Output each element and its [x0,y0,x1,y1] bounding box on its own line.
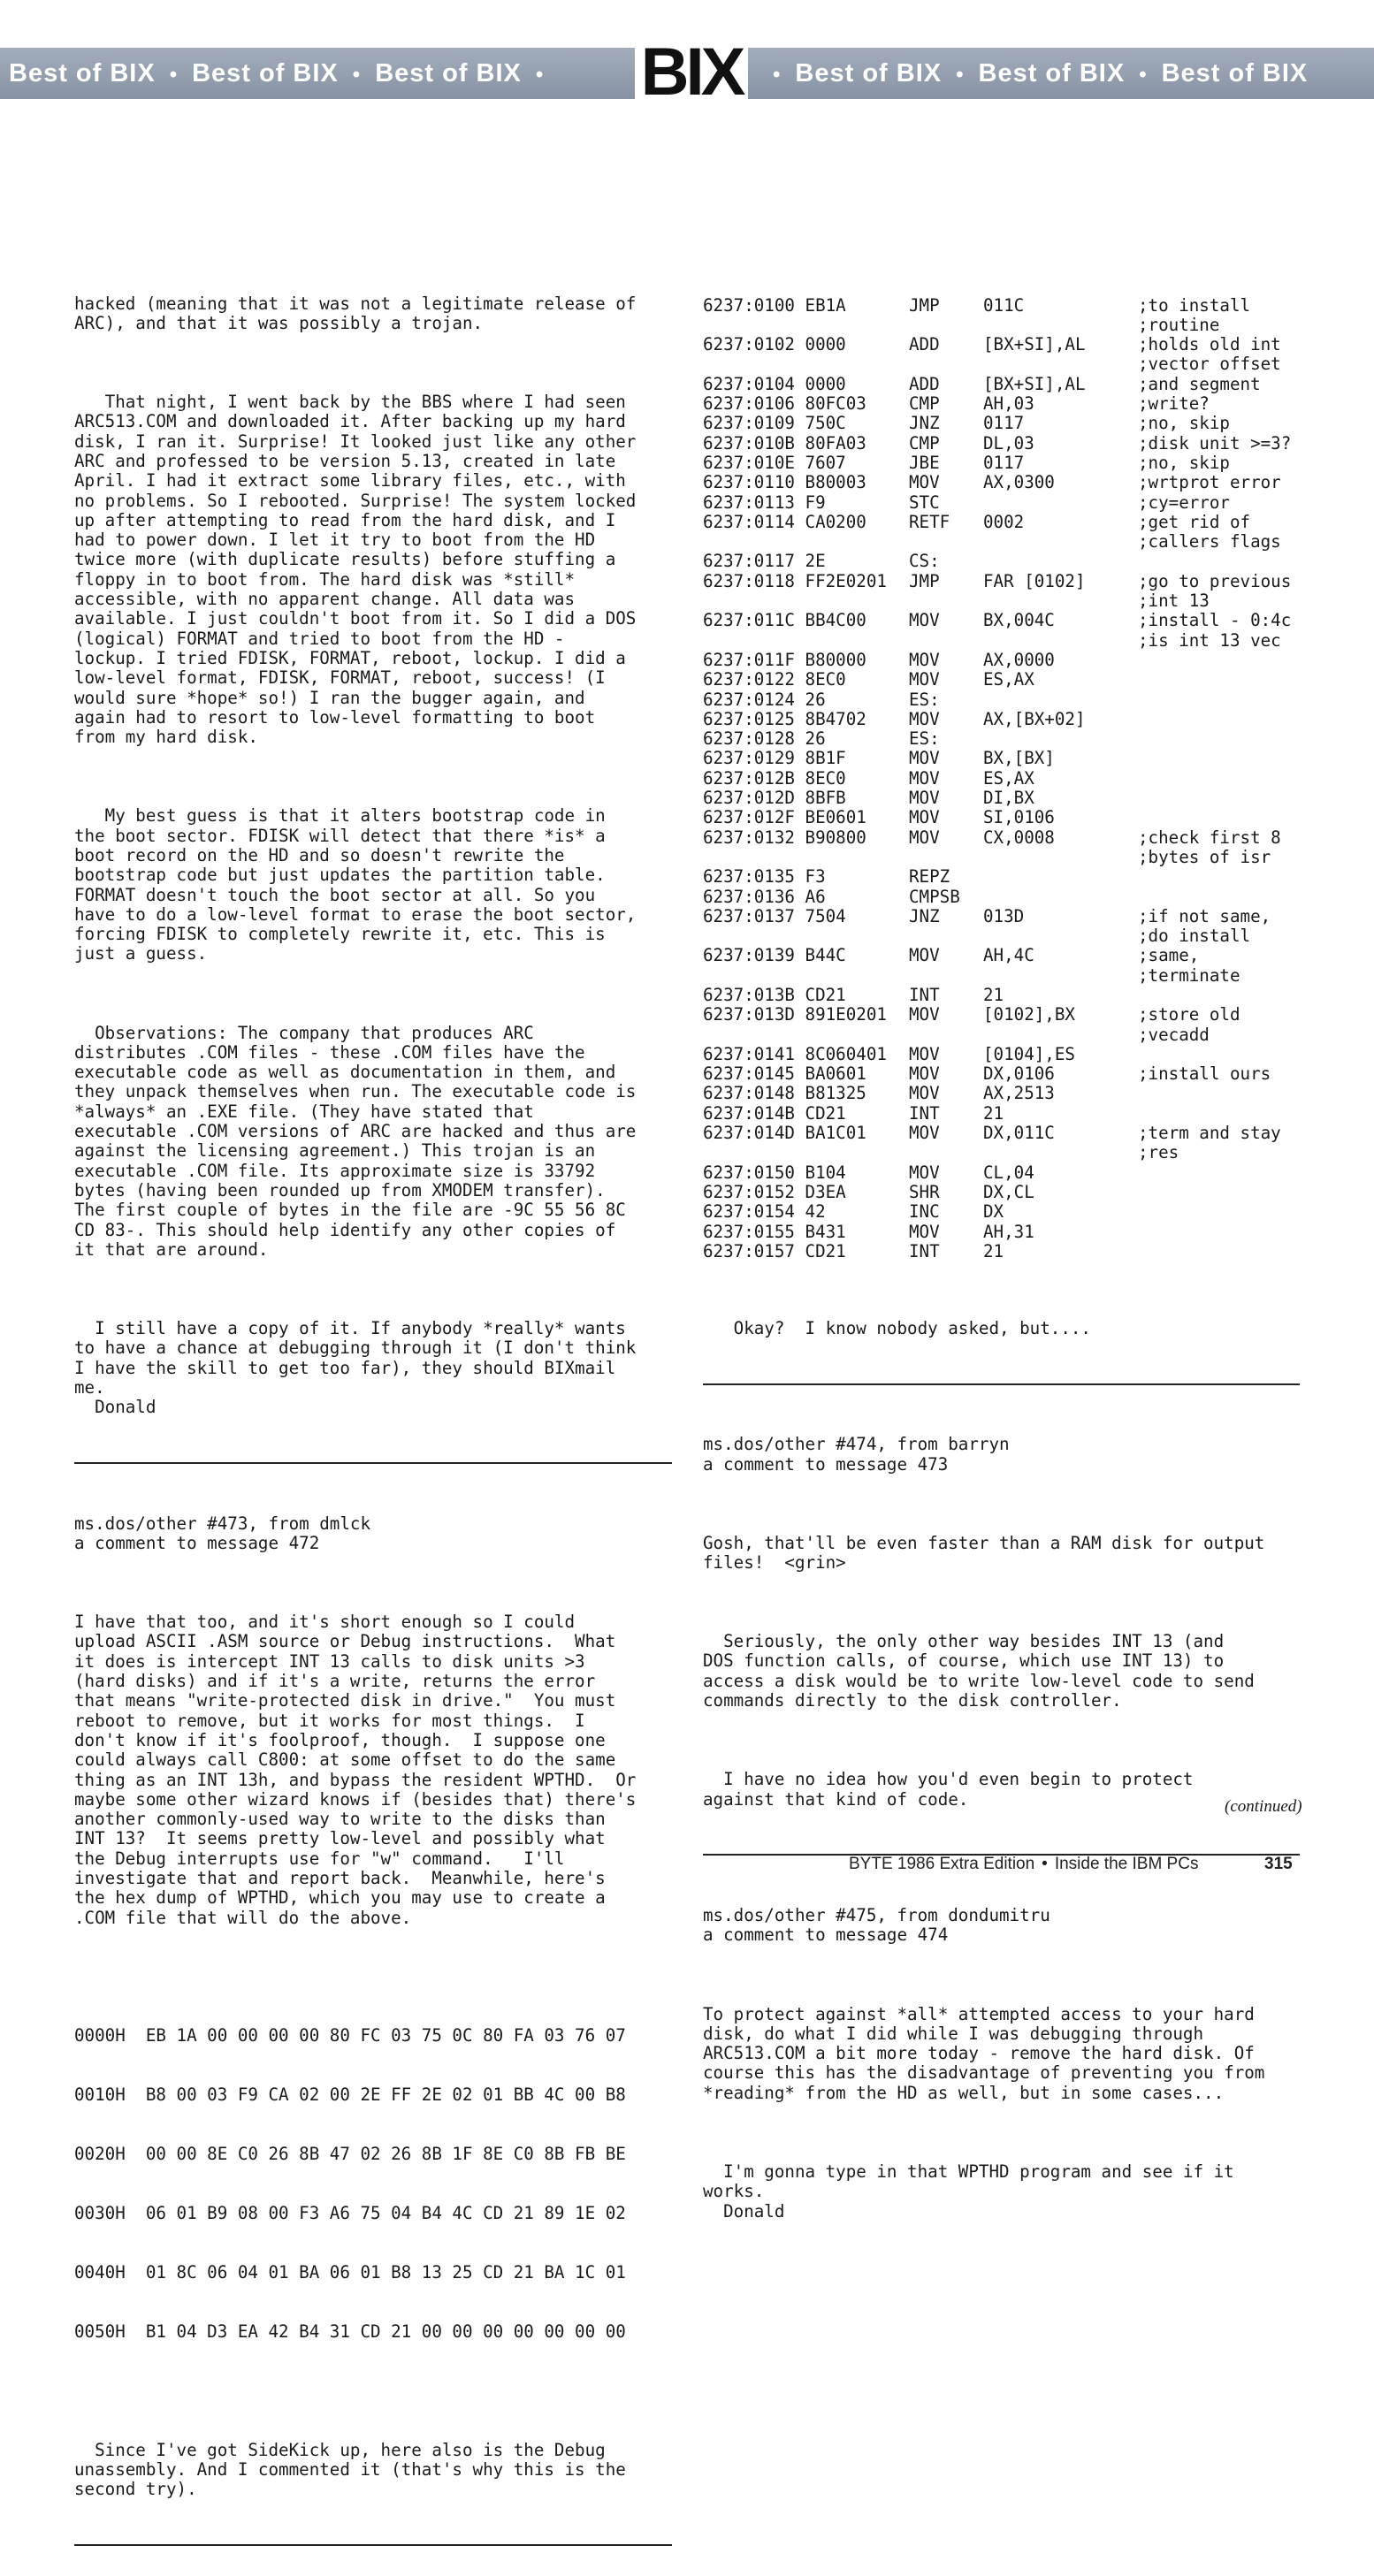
asm-address: 6237:0135 F3 [703,866,826,888]
asm-line [703,749,1304,768]
hex-dump-row: 0000H EB 1A 00 00 00 00 80 FC 03 75 0C 80 FA 03 76 07 [74,2025,626,2046]
asm-opcode: MOV [909,1162,940,1183]
asm-comment: ;if not same, ;do install [1138,905,1271,947]
asm-address: 6237:0141 8C060401 [703,1043,887,1064]
asm-opcode: STC [909,492,940,513]
asm-opcode: ES: [909,728,940,750]
asm-line [703,414,1304,433]
asm-opcode: MOV [909,945,940,966]
hex-dump [74,1987,672,2382]
asm-opcode: RETF [909,511,950,532]
asm-operand: 21 [983,1240,1004,1261]
asm-operand: DX,0106 [983,1063,1055,1085]
asm-opcode: MOV [909,669,940,690]
asm-address: 6237:0104 0000 [703,373,846,394]
asm-operand: 011C [983,294,1025,316]
asm-opcode: MOV [909,788,940,809]
asm-operand: ES,AX [983,669,1034,690]
asm-address: 6237:0132 B90800 [703,827,866,848]
asm-line [703,789,1304,808]
asm-address: 6237:0125 8B4702 [703,708,866,729]
asm-line [703,296,1304,336]
asm-line [703,1183,1304,1202]
asm-opcode: CS: [909,551,940,572]
asm-operand: AH,03 [983,393,1034,415]
asm-comment: ;install ours [1138,1063,1271,1085]
asm-address: 6237:011C BB4C00 [703,610,866,631]
asm-operand: DX,011C [983,1123,1055,1144]
paragraph: I'm gonna type in that WPTHD program and see if it works. Donald [703,2161,1234,2222]
asm-line [703,1223,1304,1242]
asm-opcode: INT [909,984,940,1005]
asm-line [703,394,1304,414]
asm-line [703,729,1304,749]
asm-line [703,434,1304,453]
asm-comment: ;wrtprot error [1138,472,1281,493]
asm-comment: ;store old ;vecadd [1138,1004,1240,1045]
banner-bullet: • [1139,63,1148,87]
publication-name: BYTE 1986 Extra Edition [849,1855,1035,1873]
asm-line [703,651,1304,670]
banner-text: Best of BIX [978,59,1126,88]
best-of-bix-banner [0,34,1374,110]
asm-opcode: INT [909,1102,940,1124]
asm-address: 6237:0118 FF2E0201 [703,570,887,591]
asm-opcode: ES: [909,689,940,710]
asm-opcode: MOV [909,1221,940,1242]
asm-operand: DL,03 [983,432,1034,453]
asm-address: 6237:0157 CD21 [703,1240,846,1261]
asm-operand: AH,31 [983,1221,1034,1242]
asm-opcode: ADD [909,373,940,394]
asm-line [703,946,1304,986]
asm-comment: ;term and stay ;res [1138,1123,1281,1163]
asm-address: 6237:010B 80FA03 [703,432,866,453]
paragraph: Since I've got SideKick up, here also is the Debug unassembly. And I commented it (that's why this is the second try). [74,2439,626,2500]
asm-address: 6237:0155 B431 [703,1221,846,1242]
message-header: ms.dos/other #473, from dmlck a comment to message 472 [74,1513,371,1553]
banner-bullet: • [169,63,179,87]
asm-line [703,907,1304,947]
asm-address: 6237:0139 B44C [703,945,846,966]
asm-line [703,572,1304,612]
asm-line [703,1005,1304,1045]
asm-operand: CX,0008 [983,827,1055,848]
asm-opcode: INT [909,1240,940,1261]
asm-address: 6237:0129 8B1F [703,748,846,769]
asm-opcode: MOV [909,472,940,493]
asm-comment: ;check first 8 ;bytes of isr [1138,827,1281,867]
asm-line [703,1202,1304,1222]
asm-opcode: MOV [909,1004,940,1025]
asm-opcode: MOV [909,767,940,789]
asm-address: 6237:0150 B104 [703,1162,846,1183]
asm-address: 6237:014B CD21 [703,1102,846,1124]
asm-operand: 0117 [983,452,1025,473]
message-divider [703,1383,1300,1385]
asm-address: 6237:013B CD21 [703,984,846,1005]
asm-line [703,828,1304,868]
asm-comment: ;holds old int ;vector offset [1138,334,1281,375]
asm-opcode: CMP [909,432,940,453]
hex-dump-row: 0020H 00 00 8E C0 26 8B 47 02 26 8B 1F 8E C0 8B FB BE [74,2144,626,2165]
asm-line [703,1104,1304,1124]
paragraph: That night, I went back by the BBS where I had seen ARC513.COM and downloaded it. After backing up my hard disk, I ran it. Surprise! It looked just like any other ARC and professed to be version 5.13, created in late April. I had it extract some library files, etc., with no problems. So I rebooted. Surprise! The system locked up after attempting to read from the hard disk, and I had to power down. I let it try to boot from the HD twice more (with duplicate results) before stuffing a floppy in to boot from. The hard disk was *still* accessible, with no apparent change. All data was available. I just couldn't boot from it. So I did a DOS (logical) FORMAT and tried to boot from the HD - lockup. I tried FDISK, FORMAT, reboot, lockup. I did a low-level format, FDISK, FORMAT, reboot, success! (I would sure *hope* so!) I ran the bugger again, and again had to resort to low-level formatting to boot from my hard disk. [74,392,637,748]
paragraph: Seriously, the only other way besides INT 13 (and DOS function calls, of course, which use INT 13) to access a disk would be to write low-level code to send commands directly to the disk controller. [703,1631,1255,1711]
asm-comment: ;install - 0:4c ;is int 13 vec [1138,610,1292,651]
asm-line [703,690,1304,710]
asm-opcode: JMP [909,294,940,316]
asm-line [703,710,1304,729]
asm-operand: 013D [983,905,1025,926]
paragraph: Observations: The company that produces ARC distributes .COM files - these .COM files have the executable code as well as documentation in them, and they unpack themselves when run. The executable code is *always* an .EXE file. (They have stated that executable .COM versions of ARC are hacked and thus are against the licensing agreement.) This trojan is an executable .COM file. Its approximate size is 33792 bytes (having been rounded up from XMODEM transfer). The first couple of bytes in the file are -9C 55 56 8C CD 83-. This should help identify any other copies of it that are around. [74,1022,637,1260]
asm-operand: CL,04 [983,1162,1034,1183]
asm-opcode: JNZ [909,413,940,434]
asm-comment: ;write? [1138,393,1210,415]
asm-opcode: INC [909,1201,940,1223]
asm-address: 6237:011F B80000 [703,649,866,670]
asm-line [703,611,1304,651]
asm-address: 6237:0122 8EC0 [703,669,846,690]
asm-line [703,473,1304,492]
banner-text: Best of BIX [9,59,156,88]
asm-line [703,1163,1304,1183]
hex-dump-row: 0040H 01 8C 06 04 01 BA 06 01 B8 13 25 CD 21 BA 1C 01 [74,2261,626,2283]
asm-address: 6237:0100 EB1A [703,294,846,316]
asm-operand: AX,0300 [983,472,1055,493]
asm-comment: ;disk unit >=3? [1138,432,1292,453]
asm-opcode: SHR [909,1181,940,1202]
banner-text: Best of BIX [1161,59,1309,88]
asm-operand: [BX+SI],AL [983,373,1086,394]
asm-address: 6237:0113 F9 [703,492,826,513]
asm-comment: ;cy=error [1138,492,1230,513]
banner-text: Best of BIX [375,59,522,88]
asm-address: 6237:010E 7607 [703,452,846,473]
asm-address: 6237:012F BE0601 [703,807,866,828]
paragraph: My best guess is that it alters bootstrap code in the boot sector. FDISK will detect that there *is* a boot record on the HD and so doesn't rewrite the bootstrap code but just updates the partition table. FORMAT doesn't touch the boot sector at all. So you have to do a low-level format to erase the boot sector, forcing FDISK to completely rewrite it, etc. This is just a guess. [74,805,637,964]
message-header: ms.dos/other #475, from dondumitru a comment to message 474 [703,1905,1050,1946]
asm-operand: 0002 [983,511,1025,532]
asm-line [703,375,1304,394]
asm-operand: [BX+SI],AL [983,334,1086,355]
paragraph: I still have a copy of it. If anybody *really* wants to have a chance at debugging through it (I don't think I have the skill to get too far), they should BIXmail me. Donald [74,1318,637,1418]
asm-opcode: MOV [909,807,940,828]
asm-opcode: JNZ [909,905,940,926]
asm-operand: [0102],BX [983,1004,1075,1025]
asm-opcode: MOV [909,1123,940,1144]
asm-operand: DX,CL [983,1181,1034,1202]
message-divider [74,1462,672,1464]
footer-bullet: • [1042,1855,1048,1873]
asm-opcode: MOV [909,649,940,670]
asm-line [703,808,1304,827]
asm-operand: BX,[BX] [983,748,1055,769]
asm-opcode: CMPSB [909,886,960,907]
asm-line [703,1242,1304,1261]
asm-operand: 21 [983,984,1004,1005]
asm-line [703,1045,1304,1064]
asm-comment: ;and segment [1138,373,1261,394]
asm-opcode: MOV [909,748,940,769]
asm-address: 6237:012B 8EC0 [703,767,846,789]
paragraph: hacked (meaning that it was not a legitimate release of ARC), and that it was possibly a trojan. [74,293,637,333]
asm-comment: ;get rid of ;callers flags [1138,511,1281,553]
asm-operand: 21 [983,1102,1004,1124]
asm-operand: AX,0000 [983,649,1055,670]
asm-line [703,986,1304,1005]
asm-operand: AH,4C [983,945,1034,966]
banner-text: Best of BIX [192,59,339,88]
hex-dump-row: 0010H B8 00 03 F9 CA 02 00 2E FF 2E 02 01 BB 4C 00 B8 [74,2084,626,2106]
column-bottom-rule [74,2544,672,2546]
hex-dump-row: 0030H 06 01 B9 08 00 F3 A6 75 04 B4 4C CD 21 89 1E 02 [74,2203,626,2224]
asm-opcode: ADD [909,334,940,355]
asm-operand: ES,AX [983,767,1034,789]
banner-text: Best of BIX [795,59,943,88]
page-number: 315 [1264,1855,1293,1873]
asm-line [703,769,1304,789]
asm-line [703,888,1304,907]
asm-opcode: MOV [909,610,940,631]
asm-operand: DX [983,1201,1004,1223]
asm-address: 6237:0154 42 [703,1201,826,1223]
bix-logo: BIX [640,34,743,110]
asm-operand: BX,004C [983,610,1055,631]
asm-comment: ;go to previous ;int 13 [1138,570,1292,612]
asm-address: 6237:0145 BA0601 [703,1063,866,1085]
asm-operand: [0104],ES [983,1043,1075,1064]
right-column [703,255,1304,2241]
asm-address: 6237:0137 7504 [703,905,846,926]
asm-address: 6237:0114 CA0200 [703,511,866,532]
asm-comment: ;no, skip [1138,452,1230,473]
left-column [74,255,672,2576]
asm-operand: AX,2513 [983,1083,1055,1104]
asm-operand: DI,BX [983,788,1034,809]
asm-address: 6237:0152 D3EA [703,1181,846,1202]
paragraph: I have that too, and it's short enough so I could upload ASCII .ASM source or Debug instructions. What it does is intercept INT 13 calls to disk units >3 (hard disks) and if it's a write, returns the error that means "write-protected disk in drive." You must reboot to remove, but it works for most things. I don't know if it's foolproof, though. I suppose one could always call C800: at some offset to do the same thing as an INT 13h, and bypass the resident WPTHD. Or maybe some other wizard knows if (besides that) there's another commonly-used way to write to the disks than INT 13? It seems pretty low-level and possibly what the Debug interrupts use for "w" command. I'll investigate that and report back. Meanwhile, here's the hex dump of WPTHD, which you may use to create a .COM file that will do the above. [74,1612,637,1928]
asm-opcode: REPZ [909,866,950,888]
asm-address: 6237:0110 B80003 [703,472,866,493]
asm-opcode: JMP [909,570,940,591]
paragraph: I have no idea how you'd even begin to protect against that kind of code. [703,1769,1194,1810]
assembly-listing [703,296,1304,1262]
message-header: ms.dos/other #474, from barryn a comment to message 473 [703,1434,1010,1475]
asm-opcode: MOV [909,1043,940,1064]
asm-comment: ;no, skip [1138,413,1230,434]
asm-opcode: JBE [909,452,940,473]
asm-address: 6237:014D BA1C01 [703,1123,866,1144]
asm-address: 6237:0102 0000 [703,334,846,355]
continued-note: (continued) [1225,1797,1302,1816]
asm-address: 6237:0136 A6 [703,886,826,907]
asm-line [703,1084,1304,1103]
asm-address: 6237:0128 26 [703,728,826,750]
asm-address: 6237:012D 8BFB [703,788,846,809]
asm-operand: AX,[BX+02] [983,708,1086,729]
banner-left-band [0,48,635,99]
asm-address: 6237:0117 2E [703,551,826,572]
asm-address: 6237:013D 891E0201 [703,1004,887,1025]
asm-opcode: MOV [909,708,940,729]
asm-opcode: MOV [909,1083,940,1104]
banner-bullet: • [956,63,965,87]
asm-address: 6237:0124 26 [703,689,826,710]
asm-line [703,513,1304,553]
asm-line [703,335,1304,375]
asm-address: 6237:0109 750C [703,413,846,434]
banner-bullet: • [352,63,362,87]
hex-dump-row: 0050H B1 04 D3 EA 42 B4 31 CD 21 00 00 00 00 00 00 00 [74,2321,626,2342]
asm-operand: 0117 [983,413,1025,434]
asm-address: 6237:0106 80FC03 [703,393,866,415]
asm-operand: FAR [0102] [983,570,1086,591]
banner-bullet: • [773,63,782,87]
paragraph: To protect against *all* attempted access to your hard disk, do what I did while I was debugging through ARC513.COM a bit more today - remove the hard disk. Of course this has the disadvantage of preventing you from *reading* from the HD as well, but in some cases... [703,2003,1265,2103]
asm-line [703,1064,1304,1084]
asm-comment: ;same, ;terminate [1138,945,1240,986]
asm-line [703,867,1304,887]
banner-right-band [748,48,1374,99]
asm-opcode: CMP [909,393,940,415]
page-footer [849,1855,1309,1874]
asm-comment: ;to install ;routine [1138,294,1251,335]
section-name: Inside the IBM PCs [1054,1855,1199,1873]
banner-bullet: • [535,63,545,87]
paragraph: Gosh, that'll be even faster than a RAM disk for output files! <grin> [703,1532,1265,1573]
asm-line [703,670,1304,690]
asm-line [703,1124,1304,1163]
asm-line [703,453,1304,473]
asm-line [703,493,1304,513]
asm-address: 6237:0148 B81325 [703,1083,866,1104]
asm-operand: SI,0106 [983,807,1055,828]
asm-opcode: MOV [909,827,940,848]
paragraph: Okay? I know nobody asked, but.... [703,1317,1091,1338]
asm-line [703,552,1304,571]
asm-opcode: MOV [909,1063,940,1085]
